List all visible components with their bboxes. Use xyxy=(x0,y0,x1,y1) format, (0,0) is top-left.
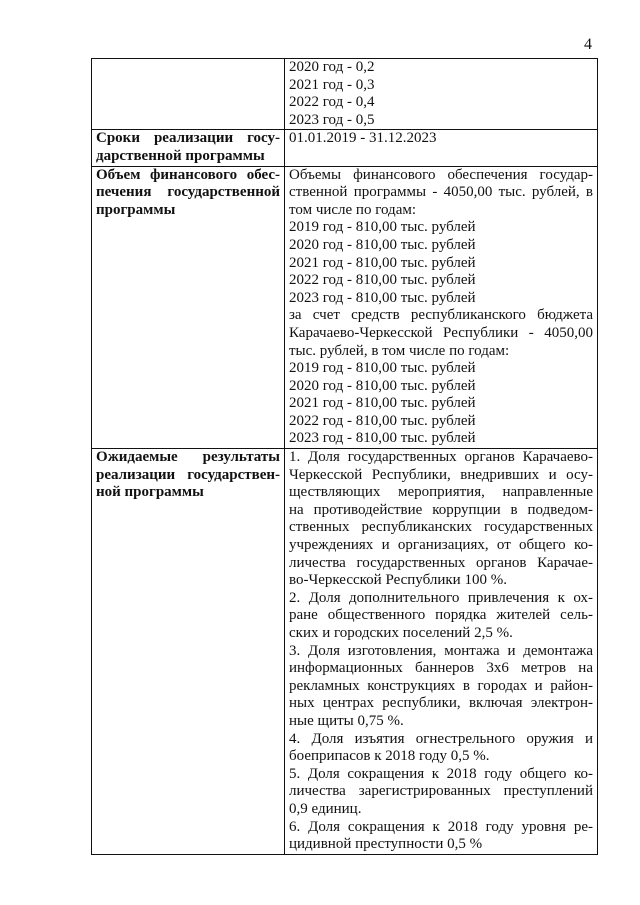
value-line: 2023 год - 0,5 xyxy=(289,111,375,128)
value-line: ских и городских поселений 2,5 %. xyxy=(289,625,513,641)
label-line: Объем финансового обес- xyxy=(96,166,280,183)
table-row xyxy=(92,166,598,449)
row-value-indicator-years xyxy=(285,59,598,130)
table-row xyxy=(92,59,598,130)
value-line: за счет средств республиканского бюджета xyxy=(289,307,593,324)
value-line: 2023 год - 810,00 тыс. рублей xyxy=(289,289,476,306)
value-line: ные щиты 0,75 %. xyxy=(289,712,404,729)
value-line: 6. Доля сокращения к 2018 году уровня ре- xyxy=(289,818,593,835)
value-line: на противодействие коррупции в подведом- xyxy=(289,501,593,518)
row-label-empty xyxy=(92,59,285,130)
value-line: 2022 год - 0,4 xyxy=(289,94,375,111)
label-line: дарственной программы xyxy=(96,147,265,164)
value-line: 1. Доля государственных органов Карачаево- xyxy=(289,449,593,466)
value-line: во-Черкесской Республики 100 %. xyxy=(289,572,507,589)
value-line: Объемы финансового обеспечения государ- xyxy=(289,166,593,183)
value-line: тыс. рублей, в том числе по годам: xyxy=(289,342,510,359)
value-line: 2019 год - 810,00 тыс. рублей xyxy=(289,219,476,236)
value-line: 3. Доля изготовления, монтажа и демонтажа xyxy=(289,642,593,659)
label-line: Ожидаемые результаты xyxy=(96,449,280,466)
value-line: ществляющих мероприятия, направленные xyxy=(289,484,593,501)
value-line: ных центрах республики, включая электрон- xyxy=(289,695,593,712)
value-line: 2022 год - 810,00 тыс. рублей xyxy=(289,272,476,289)
value-line: 2020 год - 810,00 тыс. рублей xyxy=(289,236,476,253)
value-line: том числе по годам: xyxy=(289,201,417,218)
value-line: ственной программы - 4050,00 тыс. рублей, в xyxy=(289,184,593,201)
value-line: 2020 год - 0,2 xyxy=(289,59,375,75)
value-line: информационных баннеров 3х6 метров на xyxy=(289,660,593,677)
label-line: печения государственной xyxy=(96,184,280,201)
row-label-implementation-period xyxy=(92,130,285,166)
value-line: 01.01.2019 - 31.12.2023 xyxy=(289,130,437,147)
value-line: 5. Доля сокращения к 2018 году общего ко- xyxy=(289,765,593,782)
row-label-funding-volume xyxy=(92,166,285,449)
value-line: Черкесской Республики, внедривших и осу- xyxy=(289,466,593,483)
label-line: реализации государствен- xyxy=(96,466,280,483)
value-line: боеприпасов к 2018 году 0,5 %. xyxy=(289,748,490,765)
value-line: Карачаево-Черкесской Республики - 4050,00 xyxy=(289,324,593,341)
table-row xyxy=(92,449,598,855)
table-row xyxy=(92,130,598,166)
row-value-implementation-period xyxy=(285,130,598,166)
row-value-expected-results xyxy=(285,449,598,855)
value-line: 2019 год - 810,00 тыс. рублей xyxy=(289,360,476,377)
value-line: 2020 год - 810,00 тыс. рублей xyxy=(289,377,476,394)
value-line: учреждениях и организациях, от общего ко- xyxy=(289,537,593,554)
label-line: программы xyxy=(96,201,176,218)
row-label-expected-results xyxy=(92,449,285,855)
value-line: 2022 год - 810,00 тыс. рублей xyxy=(289,412,476,429)
row-value-funding-volume xyxy=(285,166,598,449)
value-line: ственных республиканских государственных xyxy=(289,519,593,536)
label-line: Сроки реализации госу- xyxy=(96,130,280,147)
value-line: личества зарегистрированных преступлений xyxy=(289,783,593,800)
program-passport-table xyxy=(91,58,598,855)
label-line: ной программы xyxy=(96,484,204,501)
value-line: 2. Доля дополнительного привлечения к ох- xyxy=(289,589,593,606)
value-line: ране общественного порядка жителей сель- xyxy=(289,607,593,624)
value-line: рекламных конструкциях в городах и район- xyxy=(289,677,593,694)
value-line: личества государственных органов Карачае- xyxy=(289,554,593,571)
value-line: 0,9 единиц. xyxy=(289,800,362,817)
value-line: 2021 год - 810,00 тыс. рублей xyxy=(289,254,476,271)
value-line: 2021 год - 0,3 xyxy=(289,76,375,93)
value-line: 2021 год - 810,00 тыс. рублей xyxy=(289,395,476,412)
page-number: 4 xyxy=(584,36,592,53)
value-line: цидивной преступности 0,5 % xyxy=(289,836,483,853)
value-line: 4. Доля изъятия огнестрельного оружия и xyxy=(289,730,593,747)
value-line: 2023 год - 810,00 тыс. рублей xyxy=(289,430,476,447)
